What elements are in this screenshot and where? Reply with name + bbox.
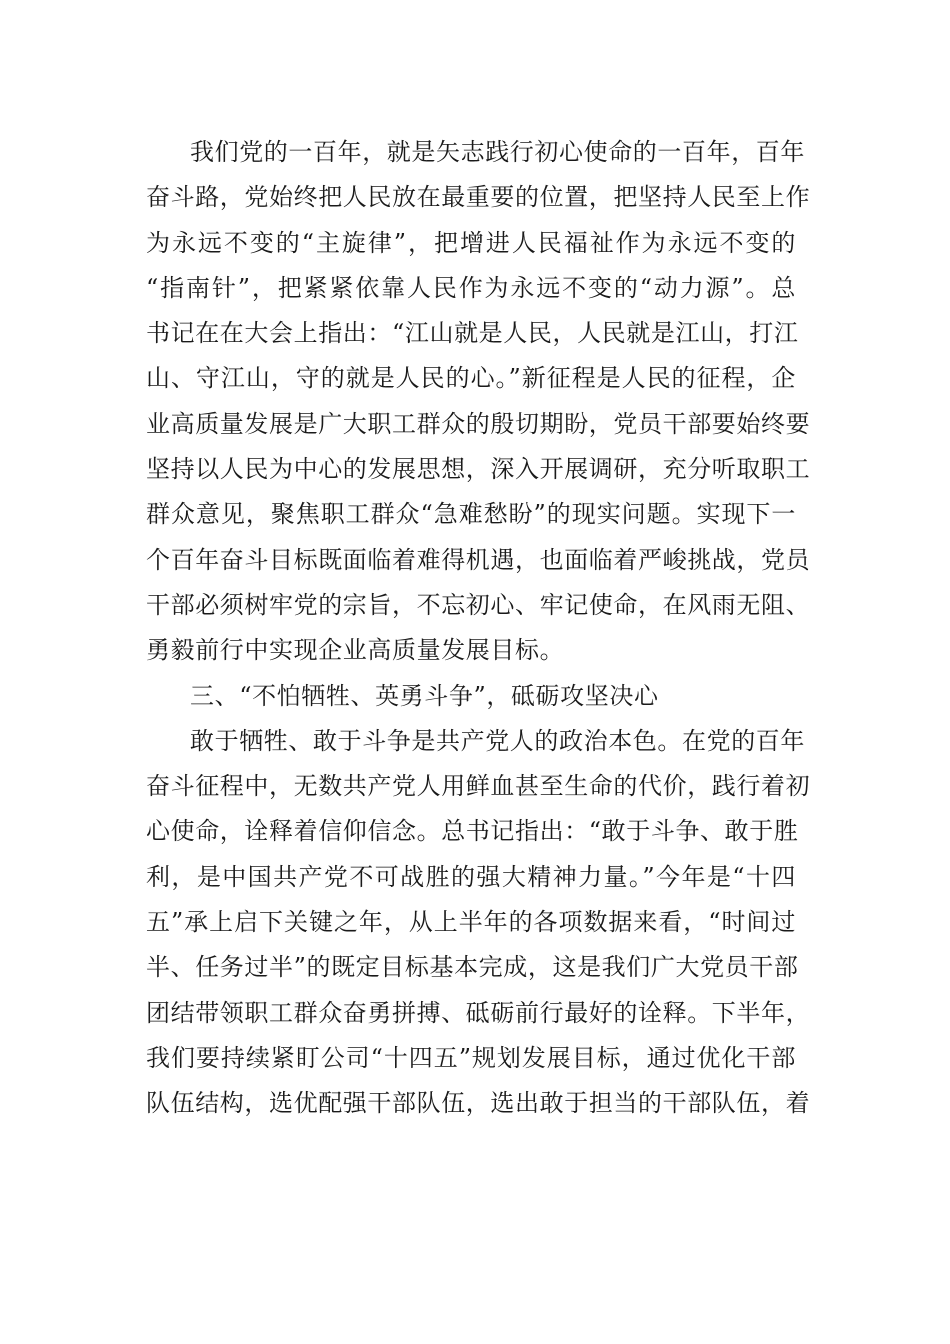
paragraph-line: 敢于牺牲、敢于斗争是共产党人的政治本色。在党的百年 — [190, 726, 805, 755]
paragraph-line: 为永远不变的“主旋律”，把增进人民福祉作为永远不变的 — [146, 228, 796, 257]
paragraph-line: 团结带领职工群众奋勇拼搏、砥砺前行最好的诠释。下半年， — [146, 998, 811, 1027]
paragraph-line: 个百年奋斗目标既面临着难得机遇，也面临着严峻挑战，党员 — [146, 545, 811, 574]
paragraph-line: 书记在在大会上指出：“江山就是人民，人民就是江山，打江 — [146, 319, 799, 348]
paragraph-line: 山、守江山，守的就是人民的心。”新征程是人民的征程，企 — [146, 364, 796, 393]
document-body — [146, 130, 811, 1127]
paragraph-line: 奋斗征程中，无数共产党人用鲜血甚至生命的代价，践行着初 — [146, 772, 811, 801]
paragraph-line: 队伍结构，选优配强干部队伍，选出敢于担当的干部队伍，着 — [146, 1089, 811, 1118]
paragraph-line: 业高质量发展是广大职工群众的殷切期盼，党员干部要始终要 — [146, 409, 811, 438]
paragraph-line: 我们党的一百年，就是矢志践行初心使命的一百年，百年 — [190, 138, 805, 166]
paragraph-line: 心使命，诠释着信仰信念。总书记指出：“敢于斗争、敢于胜 — [146, 817, 799, 846]
paragraph-struggle — [146, 719, 811, 1127]
paragraph-line: 奋斗路，党始终把人民放在最重要的位置，把坚持人民至上作 — [146, 183, 811, 212]
paragraph-line: 我们要持续紧盯公司“十四五”规划发展目标，通过优化干部 — [146, 1043, 796, 1072]
paragraph-line: 坚持以人民为中心的发展思想，深入开展调研，充分听取职工 — [146, 455, 811, 484]
paragraph-line: “指南针”，把紧紧依靠人民作为永远不变的“动力源”。总 — [146, 273, 796, 302]
paragraph-line: 群众意见，聚焦职工群众“急难愁盼”的现实问题。实现下一 — [146, 500, 796, 529]
paragraph-line: 干部必须树牢党的宗旨，不忘初心、牢记使命，在风雨无阻、 — [146, 590, 811, 619]
paragraph-line: 半、任务过半”的既定目标基本完成，这是我们广大党员干部 — [146, 953, 799, 982]
paragraph-line: 利，是中国共产党不可战胜的强大精神力量。”今年是“十四 — [146, 862, 796, 891]
paragraph-line: 勇毅前行中实现企业高质量发展目标。 — [146, 636, 565, 665]
paragraph-line: 五”承上启下关键之年，从上半年的各项数据来看，“时间过 — [146, 908, 796, 937]
paragraph-people-centered — [146, 130, 811, 674]
section-heading: 三、“不怕牺牲、英勇斗争”，砥砺攻坚决心 — [190, 681, 659, 710]
